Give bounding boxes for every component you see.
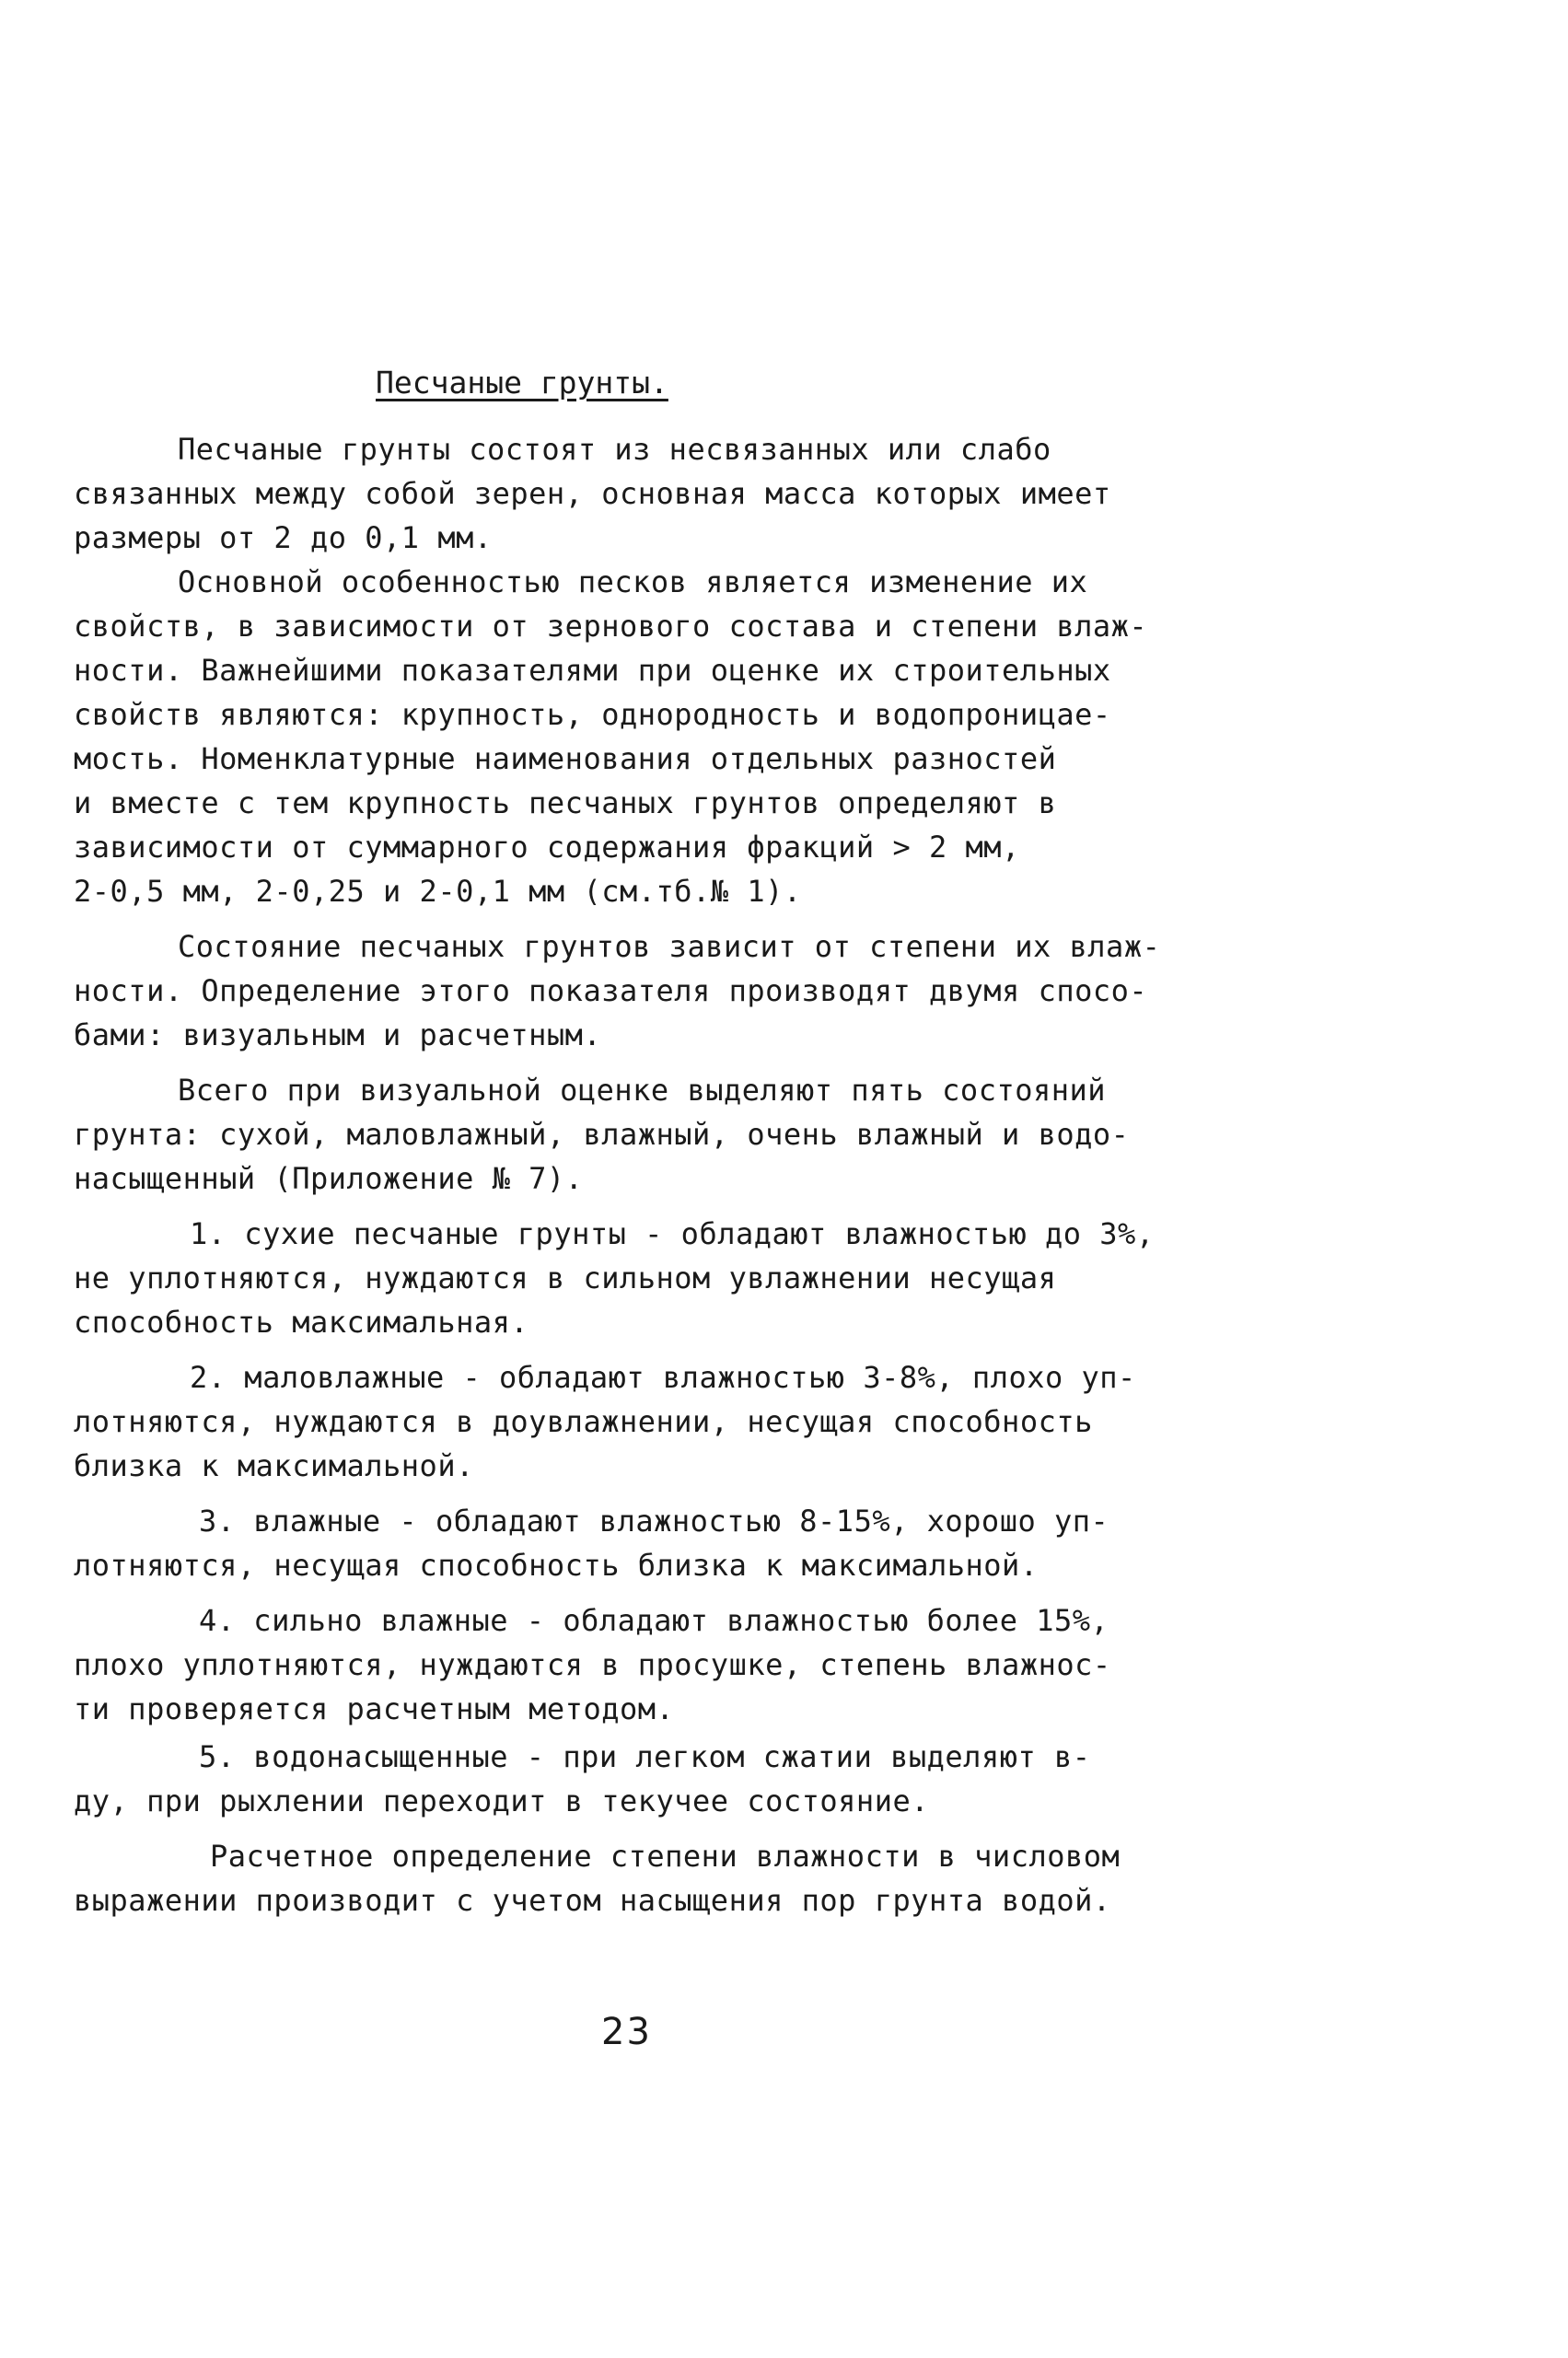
text-line: способность максимальная. [74,1305,529,1340]
text-line: Песчаные грунты состоят из несвязанных или слабо [178,432,1051,467]
page-number: 23 [601,2011,652,2053]
text-line: грунта: сухой, маловлажный, влажный, очень влажный и водо- [74,1117,1130,1152]
text-line: 5. водонасыщенные - при легком сжатии выделяют в- [199,1739,1091,1774]
text-line: ти проверяется расчетным методом. [74,1691,675,1726]
text-line: Всего при визуальной оценке выделяют пять состояний [178,1073,1107,1108]
text-line: свойств являются: крупность, однородность и водопроницае- [74,697,1111,732]
text-line: свойств, в зависимости от зернового состава и степени влаж- [74,609,1148,644]
text-line: и вместе с тем крупность песчаных грунтов определяют в [74,785,1057,820]
section-title: Песчаные грунты. [376,365,668,401]
text-line: бами: визуальным и расчетным. [74,1017,602,1052]
text-line: не уплотняются, нуждаются в сильном увлажнении несущая [74,1260,1057,1295]
text-line: размеры от 2 до 0,1 мм. [74,520,493,555]
text-line: мость. Номенклатурные наименования отдельных разностей [74,741,1057,776]
text-line: ности. Определение этого показателя производят двумя спосо- [74,973,1148,1008]
text-line: связанных между собой зерен, основная масса которых имеет [74,476,1111,511]
text-line: ду, при рыхлении переходит в текучее состояние. [74,1783,929,1818]
text-line: Расчетное определение степени влажности в числовом [210,1839,1121,1874]
text-line: лотняются, несущая способность близка к максимальной. [74,1548,1039,1583]
text-line: близка к максимальной. [74,1448,474,1483]
text-line: Основной особенностью песков является изменение их [178,564,1088,599]
text-line: ности. Важнейшими показателями при оценке их строительных [74,653,1111,688]
text-line: 2-0,5 мм, 2-0,25 и 2-0,1 мм (см.тб.№ 1). [74,874,802,909]
text-line: 4. сильно влажные - обладают влажностью более 15%, [199,1603,1109,1638]
text-line: 1. сухие песчаные грунты - обладают влажностью до 3%, [190,1216,1155,1251]
text-line: Состояние песчаных грунтов зависит от степени их влаж- [178,929,1161,964]
text-line: зависимости от суммарного содержания фракций > 2 мм, [74,830,1020,865]
text-line: 2. маловлажные - обладают влажностью 3-8%, плохо уп- [190,1360,1136,1395]
text-line: выражении производит с учетом насыщения пор грунта водой. [74,1883,1111,1918]
text-line: плохо уплотняются, нуждаются в просушке, степень влажнос- [74,1647,1111,1682]
text-line: насыщенный (Приложение № 7). [74,1161,584,1196]
text-line: 3. влажные - обладают влажностью 8-15%, хорошо уп- [199,1504,1109,1539]
text-line: лотняются, нуждаются в доувлажнении, несущая способность [74,1404,1093,1439]
